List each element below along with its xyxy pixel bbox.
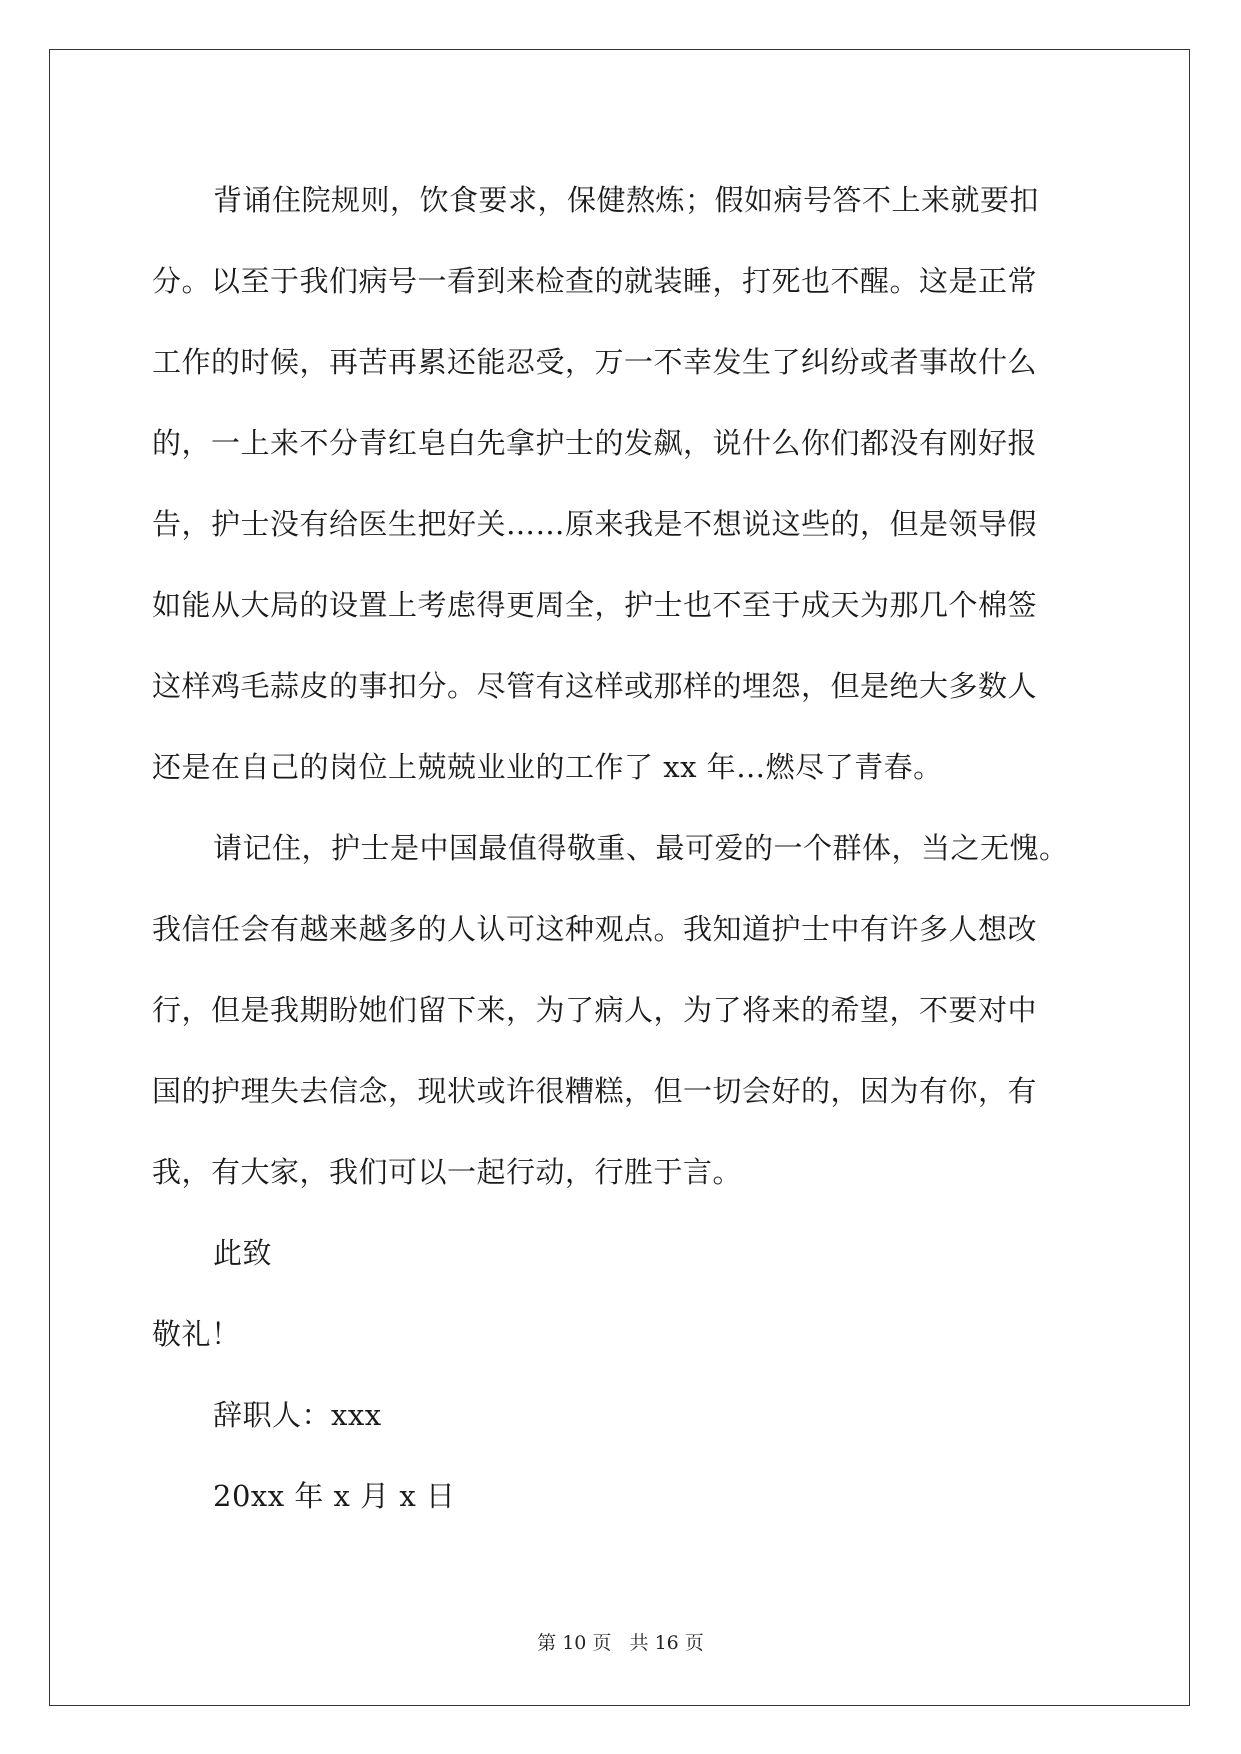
text-line: 我，有大家，我们可以一起行动，行胜于言。 bbox=[152, 1155, 743, 1189]
text-line: 分。以至于我们病号一看到来检查的就装睡，打死也不醒。这是正常 bbox=[152, 264, 1038, 298]
text-line: 背诵住院规则，饮食要求，保健熬炼；假如病号答不上来就要扣 bbox=[213, 183, 1040, 217]
text-line: 这样鸡毛蒜皮的事扣分。尽管有这样或那样的埋怨，但是绝大多数人 bbox=[152, 669, 1038, 703]
text-line: 告，护士没有给医生把好关……原来我是不想说这些的，但是领导假 bbox=[152, 507, 1038, 541]
date-line: 20xx 年 x 月 x 日 bbox=[213, 1479, 456, 1513]
text-line: 如能从大局的设置上考虑得更周全，护士也不至于成天为那几个棉签 bbox=[152, 588, 1038, 622]
closing-salutation: 此致 bbox=[213, 1236, 273, 1270]
signature-line: 辞职人：xxx bbox=[213, 1398, 382, 1432]
text-line: 还是在自己的岗位上兢兢业业的工作了 xx 年…燃尽了青春。 bbox=[152, 750, 943, 784]
closing-regards: 敬礼！ bbox=[152, 1317, 241, 1351]
text-line: 请记住，护士是中国最值得敬重、最可爱的一个群体，当之无愧。 bbox=[213, 831, 1069, 865]
text-line: 我信任会有越来越多的人认可这种观点。我知道护士中有许多人想改 bbox=[152, 912, 1038, 946]
text-line: 的，一上来不分青红皂白先拿护士的发飙，说什么你们都没有刚好报 bbox=[152, 426, 1038, 460]
page-number: 第 10 页 共 16 页 bbox=[537, 1632, 704, 1654]
text-line: 行，但是我期盼她们留下来，为了病人，为了将来的希望，不要对中 bbox=[152, 993, 1038, 1027]
document-body bbox=[152, 160, 1097, 1537]
text-line: 国的护理失去信念，现状或许很糟糕，但一切会好的，因为有你，有 bbox=[152, 1074, 1038, 1108]
text-line: 工作的时候，再苦再累还能忍受，万一不幸发生了纠纷或者事故什么 bbox=[152, 345, 1038, 379]
